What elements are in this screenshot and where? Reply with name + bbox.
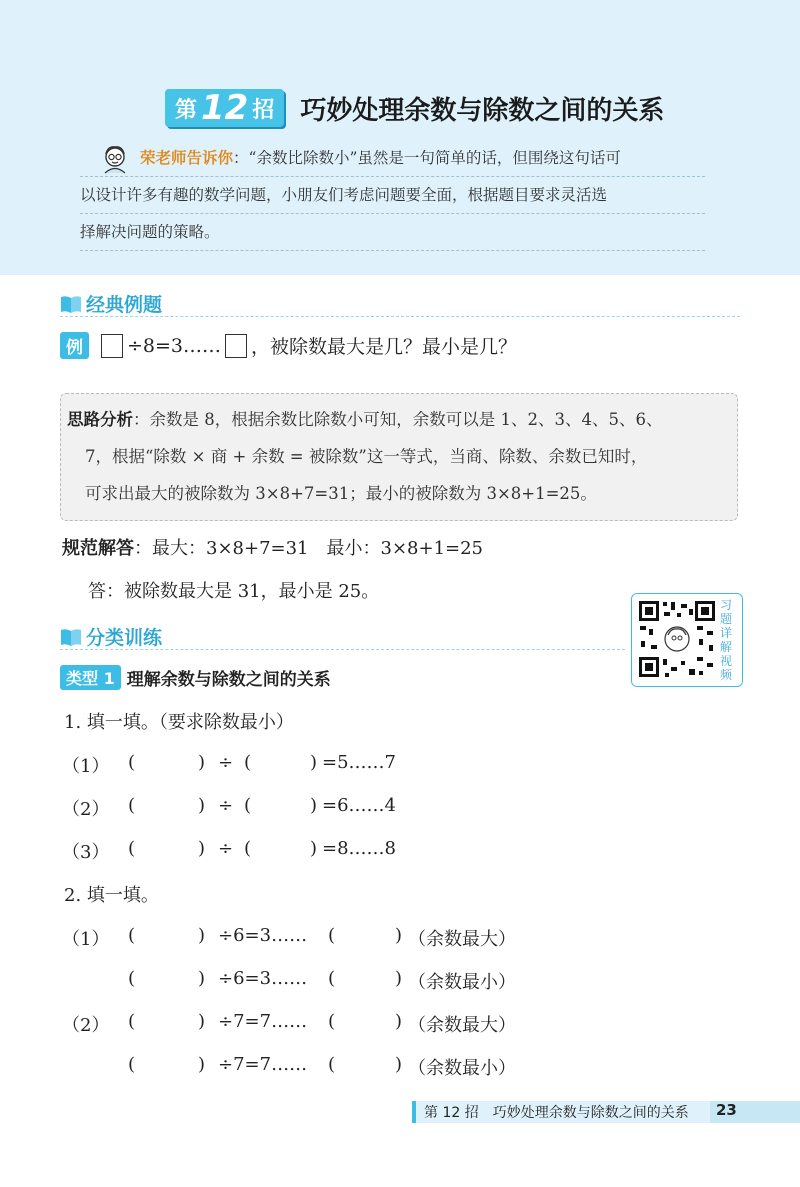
- page-title: 巧妙处理余数与除数之间的关系: [300, 95, 665, 126]
- division-expression: ÷6=3……: [218, 925, 308, 946]
- example-expression: ÷8=3……: [127, 334, 222, 357]
- blank-box: [101, 334, 123, 358]
- tip-text-1: ：“余数比除数小”虽然是一句简单的话，但围绕这句话可: [233, 149, 621, 167]
- answer-blank-close[interactable]: ): [310, 838, 318, 859]
- section-title-practice: 分类训练: [86, 627, 163, 649]
- chapter-badge: [165, 89, 284, 127]
- answer-blank-open[interactable]: (: [328, 968, 336, 989]
- chapter-title: [165, 86, 664, 130]
- tip-line-3: 择解决问题的策略。: [80, 214, 705, 251]
- book-icon: [60, 294, 82, 314]
- answer-blank-open[interactable]: (: [244, 838, 252, 859]
- analysis-line-2: 7，根据“除数 × 商 + 余数 = 被除数”这一等式，当商、除数、余数已知时，: [85, 447, 648, 466]
- analysis-line-1: [67, 406, 662, 430]
- section-title-examples: 经典例题: [86, 294, 163, 316]
- divide-sign: ÷: [218, 795, 234, 816]
- badge-suffix: 招: [252, 97, 275, 123]
- answer-line: 答：被除数最大是 31，最小是 25。: [88, 581, 380, 602]
- answer-blank-close[interactable]: ): [198, 1011, 206, 1032]
- tip-label: 荣老师告诉你: [140, 149, 234, 167]
- answer-blank-open[interactable]: (: [128, 1011, 136, 1032]
- section-heading-practice: [60, 623, 162, 650]
- answer-blank-close[interactable]: ): [198, 752, 206, 773]
- qr-code-icon[interactable]: [637, 599, 717, 679]
- answer-blank-close[interactable]: ): [198, 925, 206, 946]
- requirement-note: （余数最大）: [408, 929, 516, 950]
- answer-blank-open[interactable]: (: [128, 838, 136, 859]
- row-number: （1）: [62, 756, 110, 777]
- tip-line-2: 以设计许多有趣的数学问题，小朋友们考虑问题要全面，根据题目要求灵活选: [80, 177, 705, 214]
- result-expression: =8……8: [322, 838, 396, 859]
- example-question: [60, 332, 517, 359]
- division-expression: ÷7=7……: [218, 1054, 308, 1075]
- requirement-note: （余数最小）: [408, 1058, 516, 1079]
- solution-label: 规范解答: [62, 538, 134, 559]
- answer-blank-close[interactable]: ): [310, 752, 318, 773]
- section-divider: [60, 648, 625, 650]
- row-number: （3）: [62, 842, 110, 863]
- question-2-title: 2. 填一填。: [64, 885, 159, 906]
- type-title: 理解余数与除数之间的关系: [126, 670, 331, 690]
- row-number: （2）: [62, 799, 110, 820]
- answer-blank-close[interactable]: ): [395, 1054, 403, 1075]
- page-number: 23: [716, 1101, 737, 1119]
- answer-blank-open[interactable]: (: [244, 795, 252, 816]
- example-tag: 例: [60, 332, 89, 359]
- answer-blank-open[interactable]: (: [328, 1054, 336, 1075]
- badge-prefix: 第: [175, 97, 198, 123]
- answer-blank-open[interactable]: (: [328, 925, 336, 946]
- tip-line-1: [80, 140, 705, 177]
- footer-accent-bar: [412, 1101, 416, 1123]
- type-tag: 类型 1: [60, 665, 121, 690]
- example-question-text: ，被除数最大是几？最小是几？: [251, 336, 518, 358]
- answer-blank-close[interactable]: ): [198, 968, 206, 989]
- answer-blank-close[interactable]: ): [395, 968, 403, 989]
- teacher-avatar-icon: [100, 144, 130, 174]
- solution-line: [62, 534, 483, 560]
- book-icon: [60, 627, 82, 647]
- answer-blank-close[interactable]: ): [395, 1011, 403, 1032]
- answer-blank-open[interactable]: (: [128, 752, 136, 773]
- result-expression: =6……4: [322, 795, 396, 816]
- answer-blank-open[interactable]: (: [128, 925, 136, 946]
- result-expression: =5……7: [322, 752, 396, 773]
- divide-sign: ÷: [218, 838, 234, 859]
- badge-number: 12: [201, 88, 249, 128]
- analysis-box: [60, 393, 738, 521]
- answer-blank-open[interactable]: (: [128, 1054, 136, 1075]
- answer-blank-close[interactable]: ): [198, 1054, 206, 1075]
- type-heading: [60, 665, 331, 690]
- requirement-note: （余数最小）: [408, 972, 516, 993]
- requirement-note: （余数最大）: [408, 1015, 516, 1036]
- qr-code-panel[interactable]: [631, 593, 743, 687]
- footer-chapter-title: 第 12 招 巧妙处理余数与除数之间的关系: [424, 1105, 689, 1121]
- question-1-title: 1. 填一填。（要求除数最小）: [64, 712, 294, 733]
- division-expression: ÷6=3……: [218, 968, 308, 989]
- analysis-label: 思路分析: [67, 410, 133, 429]
- solution-text: ：最大：3×8+7=31 最小：3×8+1=25: [134, 538, 484, 559]
- blank-box: [225, 334, 247, 358]
- answer-blank-close[interactable]: ): [395, 925, 403, 946]
- answer-blank-close[interactable]: ): [310, 795, 318, 816]
- section-divider: [60, 315, 740, 317]
- analysis-text-1: ：余数是 8，根据余数比除数小可知，余数可以是 1、2、3、4、5、6、: [133, 410, 663, 429]
- divide-sign: ÷: [218, 752, 234, 773]
- answer-blank-close[interactable]: ): [198, 838, 206, 859]
- section-heading-examples: [60, 290, 162, 317]
- answer-blank-open[interactable]: (: [328, 1011, 336, 1032]
- division-expression: ÷7=7……: [218, 1011, 308, 1032]
- row-number: （2）: [62, 1015, 110, 1036]
- answer-blank-close[interactable]: ): [198, 795, 206, 816]
- analysis-line-3: 可求出最大的被除数为 3×8+7=31；最小的被除数为 3×8+1=25。: [85, 484, 597, 503]
- qr-caption: 习题详解视频: [719, 598, 732, 682]
- answer-blank-open[interactable]: (: [128, 968, 136, 989]
- answer-blank-open[interactable]: (: [128, 795, 136, 816]
- row-number: （1）: [62, 929, 110, 950]
- teacher-tip: [80, 140, 705, 251]
- answer-blank-open[interactable]: (: [244, 752, 252, 773]
